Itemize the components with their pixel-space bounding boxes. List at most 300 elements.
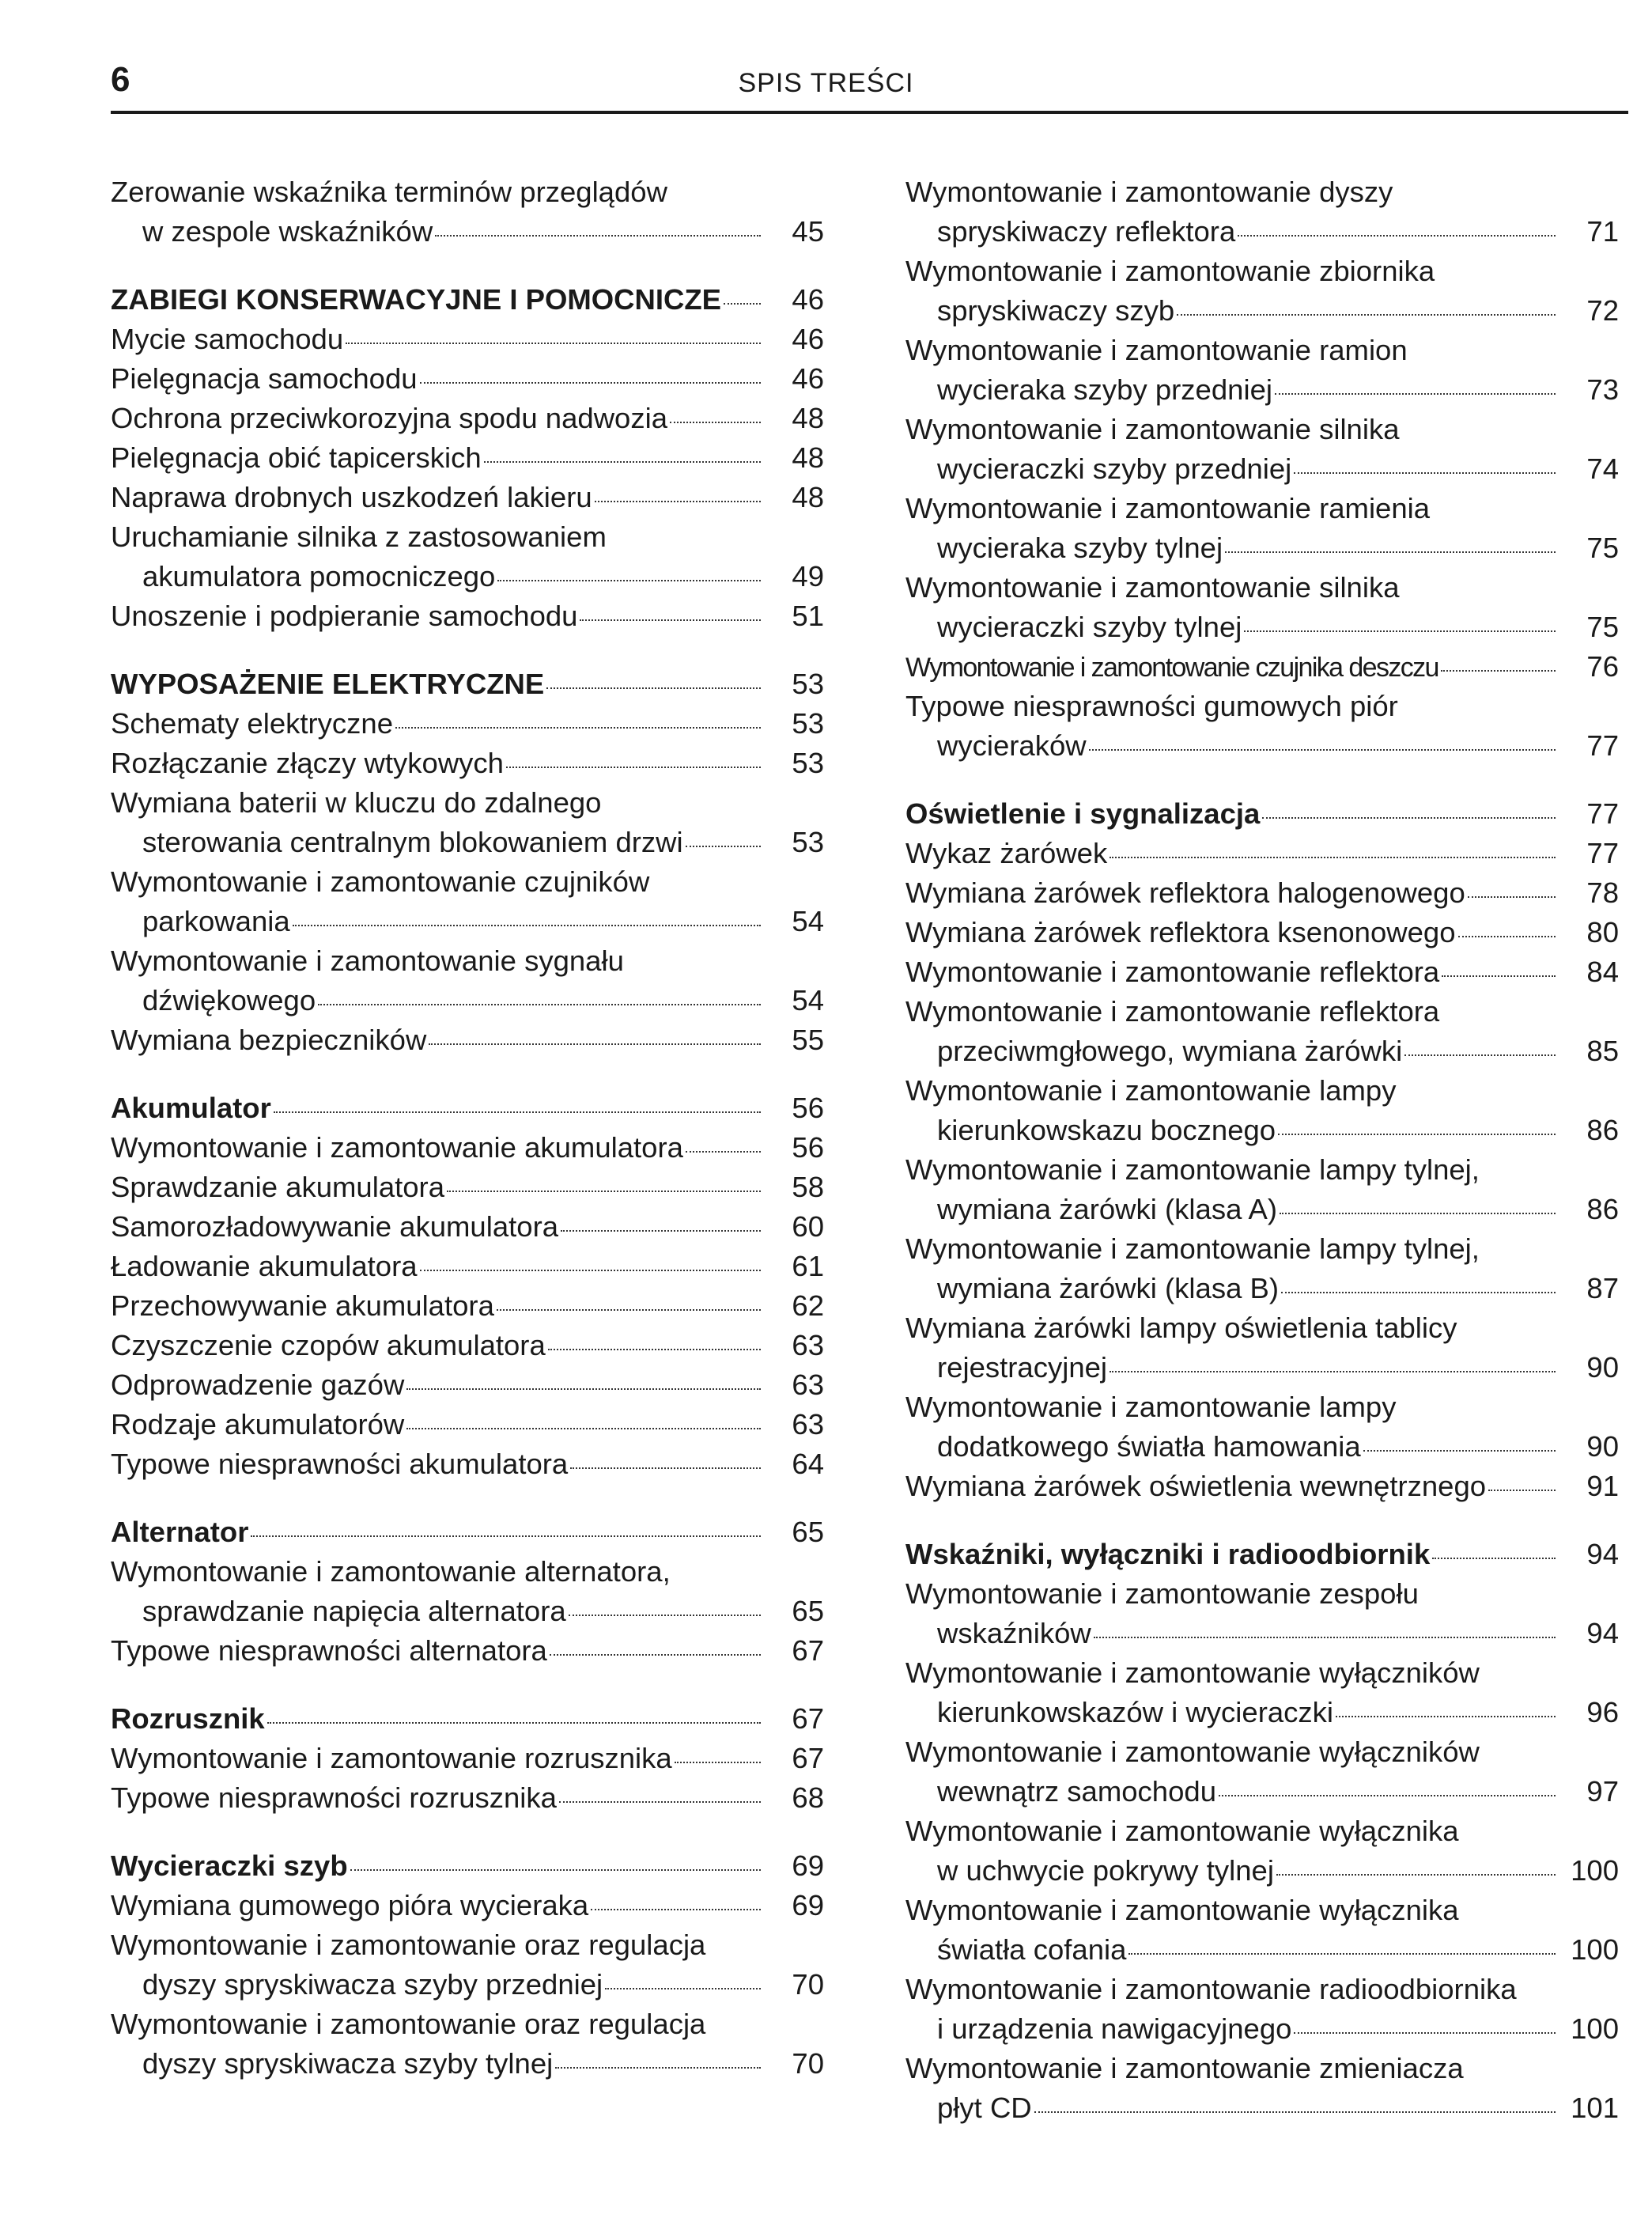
- entry-title: wewnątrz samochodu: [937, 1775, 1217, 1808]
- entry-title: parkowania: [142, 905, 290, 937]
- dot-leader: [1281, 1292, 1556, 1293]
- dot-leader: [1262, 817, 1556, 819]
- entry-title: sterowania centralnym blokowaniem drzwi: [142, 826, 683, 858]
- dot-leader: [1458, 936, 1556, 937]
- toc-entry-last-line: [905, 212, 1619, 252]
- toc-entry-line: Wymontowanie i zamontowanie zmieniacza: [905, 2052, 1464, 2084]
- entry-title: Schematy elektryczne: [111, 707, 394, 740]
- toc-entry-line: Wymontowanie i zamontowanie ramienia: [905, 492, 1431, 524]
- section-title: Alternator: [111, 1516, 249, 1548]
- page-ref: 62: [792, 1289, 824, 1322]
- toc-entry-last-line: [111, 1247, 824, 1286]
- dot-leader: [569, 1615, 761, 1616]
- toc-entry-last-line: [905, 1269, 1619, 1308]
- header-rule: [111, 111, 1628, 114]
- toc-entry: [905, 952, 1619, 992]
- toc-entry-last-line: [111, 1631, 824, 1671]
- toc-entry-line: Wymiana żarówki lampy oświetlenia tablicy: [905, 1312, 1457, 1344]
- entry-title: dodatkowego światła hamowania: [937, 1430, 1361, 1463]
- entry-title: Typowe niesprawności rozrusznika: [111, 1781, 557, 1814]
- toc-entry-last-line: [905, 1427, 1619, 1467]
- page-ref: 94: [1586, 1538, 1619, 1570]
- toc-entry: [905, 1071, 1619, 1150]
- toc-entry-last-line: [111, 1326, 824, 1365]
- page-ref: 78: [1586, 876, 1619, 909]
- toc-entry-last-line: [111, 1168, 824, 1207]
- page-ref: 61: [792, 1250, 824, 1282]
- page-ref: 74: [1586, 452, 1619, 485]
- toc-entry-last-line: [111, 438, 824, 478]
- dot-leader: [686, 846, 761, 847]
- page-ref: 100: [1571, 1933, 1619, 1966]
- dot-leader: [1488, 1490, 1556, 1491]
- page-ref: 68: [792, 1781, 824, 1814]
- page-ref: 76: [1586, 650, 1619, 683]
- toc-entry: [905, 1732, 1619, 1811]
- toc-entry-line: Wymontowanie i zamontowanie lampy tylnej,: [905, 1153, 1480, 1186]
- page-ref: 90: [1586, 1351, 1619, 1384]
- dot-leader: [555, 2067, 761, 2069]
- toc-entry: [111, 1631, 824, 1671]
- dot-leader: [1219, 1795, 1556, 1796]
- dot-leader: [686, 1151, 761, 1153]
- toc-entry: [905, 1653, 1619, 1732]
- toc-entry-last-line: [905, 528, 1619, 568]
- page-ref: 63: [792, 1369, 824, 1401]
- page-ref: 97: [1586, 1775, 1619, 1808]
- section-title: WYPOSAŻENIE ELEKTRYCZNE: [111, 668, 545, 700]
- entry-title: rejestracyjnej: [937, 1351, 1108, 1384]
- toc-entry-last-line: [905, 834, 1619, 873]
- page-ref: 48: [792, 441, 824, 474]
- toc-entry: [111, 359, 824, 399]
- page-ref: 67: [792, 1742, 824, 1774]
- toc-entry: [905, 1308, 1619, 1387]
- dot-leader: [1294, 2032, 1556, 2034]
- page-ref: 46: [792, 283, 824, 316]
- toc-entry-line: Wymontowanie i zamontowanie ramion: [905, 334, 1408, 366]
- toc-entry-last-line: [111, 1444, 824, 1484]
- toc-entry-line: Wymontowanie i zamontowanie alternatora,: [111, 1555, 671, 1588]
- section-title: Oświetlenie i sygnalizacja: [905, 797, 1261, 830]
- toc-entry: [111, 517, 824, 596]
- toc-entry: [111, 1020, 824, 1060]
- toc-entry-last-line: [111, 1886, 824, 1925]
- entry-title: wycieraka szyby przedniej: [937, 373, 1272, 406]
- page-ref: 96: [1586, 1696, 1619, 1728]
- toc-entry-last-line: [111, 399, 824, 438]
- page-ref: 56: [792, 1092, 824, 1124]
- page-ref: 86: [1586, 1193, 1619, 1225]
- section-title: Wskaźniki, wyłączniki i radioodbiornik: [905, 1538, 1431, 1570]
- page-ref: 90: [1586, 1430, 1619, 1463]
- page-ref: 65: [792, 1595, 824, 1627]
- entry-title: w uchwycie pokrywy tylnej: [937, 1854, 1274, 1887]
- page-ref: 70: [792, 1968, 824, 2001]
- toc-entry: [111, 596, 824, 636]
- page-ref: 64: [792, 1448, 824, 1480]
- dot-leader: [1404, 1054, 1556, 1056]
- toc-entry-last-line: [905, 1190, 1619, 1229]
- page-ref: 69: [792, 1849, 824, 1882]
- page-ref: 55: [792, 1024, 824, 1056]
- toc-section-heading: [111, 1088, 824, 1128]
- entry-title: Wymontowanie i zamontowanie rozrusznika: [111, 1742, 672, 1774]
- toc-entry-last-line: [905, 2088, 1619, 2128]
- entry-title: Wymontowanie i zamontowanie akumulatora: [111, 1131, 683, 1164]
- entry-title: dźwiękowego: [142, 984, 316, 1016]
- dot-leader: [267, 1722, 761, 1724]
- page-ref: 63: [792, 1408, 824, 1440]
- toc-entry: [111, 1128, 824, 1168]
- entry-title: Wykaz żarówek: [905, 837, 1108, 869]
- page-ref: 54: [792, 984, 824, 1016]
- page-ref: 94: [1586, 1617, 1619, 1649]
- toc-entry: [111, 1405, 824, 1444]
- entry-title: Wymiana gumowego pióra wycieraka: [111, 1889, 589, 1921]
- page-ref: 69: [792, 1889, 824, 1921]
- toc-entry-last-line: [111, 596, 824, 636]
- dot-leader: [497, 580, 761, 581]
- toc-entry-last-line: [111, 1965, 824, 2005]
- page-ref: 91: [1586, 1470, 1619, 1502]
- toc-section-heading: [905, 1535, 1619, 1574]
- entry-title: w zespole wskaźników: [142, 215, 433, 248]
- entry-title: Pielęgnacja samochodu: [111, 362, 418, 395]
- dot-leader: [1336, 1716, 1556, 1717]
- toc-entry-last-line: [905, 1930, 1619, 1970]
- page-ref: 70: [792, 2047, 824, 2080]
- dot-leader: [497, 1309, 761, 1311]
- toc-entry-last-line: [111, 1020, 824, 1060]
- toc-entry-last-line: [111, 1207, 824, 1247]
- toc-entry: [905, 252, 1619, 331]
- toc-entry-line: Wymontowanie i zamontowanie wyłącznika: [905, 1894, 1459, 1926]
- dot-leader: [395, 727, 761, 729]
- toc-section-heading: [905, 794, 1619, 834]
- toc-entry: [905, 1387, 1619, 1467]
- toc-entry-line: Uruchamianie silnika z zastosowaniem: [111, 521, 607, 553]
- toc-entry: [905, 647, 1619, 687]
- entry-title: spryskiwaczy reflektora: [937, 215, 1236, 248]
- toc-entry-last-line: [905, 794, 1619, 834]
- toc-entry: [905, 1811, 1619, 1891]
- page-ref: 54: [792, 905, 824, 937]
- toc-entry-last-line: [111, 359, 824, 399]
- dot-leader: [1280, 1213, 1556, 1214]
- page-ref: 46: [792, 362, 824, 395]
- toc-entry-last-line: [905, 913, 1619, 952]
- toc-entry-line: Wymontowanie i zamontowanie radioodbiornika: [905, 1973, 1517, 2005]
- dot-leader: [1294, 472, 1556, 474]
- entry-title: światła cofania: [937, 1933, 1127, 1966]
- dot-leader: [548, 1349, 761, 1350]
- entry-title: Przechowywanie akumulatora: [111, 1289, 494, 1322]
- toc-entry: [111, 1739, 824, 1778]
- entry-title: Ładowanie akumulatora: [111, 1250, 418, 1282]
- dot-leader: [595, 501, 761, 502]
- dot-leader: [420, 382, 761, 384]
- entry-title: spryskiwaczy szyb: [937, 294, 1175, 327]
- toc-entry-line: Wymontowanie i zamontowanie wyłączników: [905, 1656, 1480, 1689]
- page-ref: 48: [792, 481, 824, 513]
- page-ref: 75: [1586, 611, 1619, 643]
- page-ref: 72: [1586, 294, 1619, 327]
- toc-entry-last-line: [111, 478, 824, 517]
- toc-entry-line: Wymontowanie i zamontowanie reflektora: [905, 995, 1440, 1028]
- entry-title: Wymiana bezpieczników: [111, 1024, 427, 1056]
- page-ref: 48: [792, 402, 824, 434]
- toc-entry-last-line: [111, 1286, 824, 1326]
- entry-title: dyszy spryskiwacza szyby tylnej: [142, 2047, 554, 2080]
- toc-entry-last-line: [905, 647, 1619, 687]
- toc-entry-line: Wymontowanie i zamontowanie silnika: [905, 413, 1400, 445]
- toc-entry-last-line: [905, 449, 1619, 489]
- dot-leader: [1441, 670, 1556, 672]
- toc-entry-last-line: [111, 902, 824, 941]
- toc-section-heading: [111, 664, 824, 704]
- toc-entry: [111, 1207, 824, 1247]
- page-ref: 100: [1571, 1854, 1619, 1887]
- entry-title: wycieraków: [937, 729, 1087, 762]
- toc-entry-line: Wymontowanie i zamontowanie lampy: [905, 1391, 1397, 1423]
- toc-entry-line: Wymiana baterii w kluczu do zdalnego: [111, 786, 602, 819]
- dot-leader: [1225, 551, 1556, 553]
- toc-entry: [905, 873, 1619, 913]
- page-ref: 46: [792, 323, 824, 355]
- page-ref: 53: [792, 668, 824, 700]
- toc-entry-last-line: [111, 557, 824, 596]
- dot-leader: [1442, 975, 1556, 977]
- page-ref: 73: [1586, 373, 1619, 406]
- toc-entry: [111, 1444, 824, 1484]
- page-ref: 56: [792, 1131, 824, 1164]
- toc-entry: [111, 783, 824, 862]
- entry-title: Mycie samochodu: [111, 323, 344, 355]
- toc-entry: [905, 1229, 1619, 1308]
- dot-leader: [1244, 630, 1556, 632]
- toc-entry-last-line: [905, 1851, 1619, 1891]
- toc-entry-last-line: [111, 1699, 824, 1739]
- entry-title: wycieraka szyby tylnej: [937, 532, 1223, 564]
- toc-entry: [905, 1150, 1619, 1229]
- dot-leader: [1128, 1953, 1556, 1955]
- toc-entry-last-line: [111, 2044, 824, 2084]
- entry-title: Unoszenie i podpieranie samochodu: [111, 600, 578, 632]
- toc-entry: [111, 1925, 824, 2005]
- toc-entry: [905, 331, 1619, 410]
- entry-title: Wymiana żarówek reflektora halogenowego: [905, 876, 1465, 909]
- dot-leader: [1275, 393, 1556, 395]
- toc-entry: [905, 1467, 1619, 1506]
- toc-entry-last-line: [905, 1032, 1619, 1071]
- toc-entry-line: Wymontowanie i zamontowanie lampy tylnej,: [905, 1232, 1480, 1265]
- toc-entry: [905, 687, 1619, 766]
- toc-entry-last-line: [111, 1846, 824, 1886]
- toc-entry: [905, 992, 1619, 1071]
- toc-entry-last-line: [905, 370, 1619, 410]
- toc-entry-last-line: [111, 1739, 824, 1778]
- toc-entry-line: Wymontowanie i zamontowanie oraz regulacja: [111, 1929, 706, 1961]
- dot-leader: [724, 303, 761, 305]
- toc-entry: [905, 834, 1619, 873]
- toc-entry: [111, 2005, 824, 2084]
- page-ref: 45: [792, 215, 824, 248]
- toc-entry: [111, 941, 824, 1020]
- entry-title: Sprawdzanie akumulatora: [111, 1171, 445, 1203]
- dot-leader: [293, 925, 761, 926]
- toc-entry: [905, 172, 1619, 252]
- toc-entry-last-line: [111, 1365, 824, 1405]
- entry-title: Typowe niesprawności akumulatora: [111, 1448, 569, 1480]
- toc-entry: [111, 744, 824, 783]
- dot-leader: [1363, 1450, 1556, 1452]
- page-ref: 101: [1571, 2092, 1619, 2124]
- dot-leader: [506, 767, 761, 768]
- toc-entry: [905, 1891, 1619, 1970]
- toc-entry-last-line: [111, 1405, 824, 1444]
- dot-leader: [570, 1467, 761, 1469]
- entry-title: przeciwmgłowego, wymiana żarówki: [937, 1035, 1403, 1067]
- dot-leader: [605, 1988, 761, 1989]
- toc-entry-last-line: [905, 1111, 1619, 1150]
- toc-entry: [905, 913, 1619, 952]
- toc-entry-line: Wymontowanie i zamontowanie sygnału: [111, 945, 624, 977]
- page-ref: 77: [1586, 729, 1619, 762]
- toc-entry-last-line: [111, 823, 824, 862]
- page-ref: 71: [1586, 215, 1619, 248]
- toc-entry-line: Wymontowanie i zamontowanie zespołu: [905, 1577, 1419, 1610]
- dot-leader: [675, 1762, 761, 1763]
- page-ref: 80: [1586, 916, 1619, 948]
- toc-entry: [905, 568, 1619, 647]
- dot-leader: [1110, 1371, 1556, 1372]
- page-ref: 53: [792, 747, 824, 779]
- toc-entry-last-line: [111, 664, 824, 704]
- toc-entry-last-line: [905, 1467, 1619, 1506]
- toc-section-heading: [111, 1699, 824, 1739]
- toc-entry: [111, 1168, 824, 1207]
- toc-entry: [111, 1286, 824, 1326]
- toc-entry-last-line: [111, 1512, 824, 1552]
- dot-leader: [1276, 1874, 1556, 1876]
- entry-title: kierunkowskazu bocznego: [937, 1114, 1276, 1146]
- toc-entry: [905, 1970, 1619, 2049]
- dot-leader: [420, 1270, 761, 1271]
- toc-entry: [111, 478, 824, 517]
- toc-entry-last-line: [905, 726, 1619, 766]
- toc-entry: [111, 1326, 824, 1365]
- toc-entry-last-line: [111, 212, 824, 252]
- dot-leader: [546, 687, 761, 689]
- dot-leader: [1094, 1637, 1556, 1638]
- entry-title: Wymiana żarówek oświetlenia wewnętrznego: [905, 1470, 1487, 1502]
- entry-title: Rodzaje akumulatorów: [111, 1408, 405, 1440]
- dot-leader: [670, 422, 761, 423]
- entry-title: sprawdzanie napięcia alternatora: [142, 1595, 566, 1627]
- entry-title: Wymontowanie i zamontowanie reflektora: [905, 956, 1440, 988]
- toc-entry-line: Wymontowanie i zamontowanie wyłącznika: [905, 1815, 1459, 1847]
- toc-entry: [111, 399, 824, 438]
- toc-entry: [111, 1886, 824, 1925]
- dot-leader: [559, 1801, 761, 1803]
- dot-leader: [447, 1191, 761, 1192]
- dot-leader: [580, 619, 761, 621]
- toc-entry-line: Wymontowanie i zamontowanie zbiornika: [905, 255, 1435, 287]
- toc-entry: [111, 862, 824, 941]
- dot-leader: [429, 1043, 761, 1045]
- dot-leader: [550, 1654, 761, 1656]
- dot-leader: [1089, 749, 1556, 751]
- entry-title: Samorozładowywanie akumulatora: [111, 1210, 559, 1243]
- dot-leader: [1432, 1558, 1556, 1559]
- toc-entry-line: Wymontowanie i zamontowanie lampy: [905, 1074, 1397, 1107]
- entry-title: Wymiana żarówek reflektora ksenonowego: [905, 916, 1456, 948]
- page-ref: 53: [792, 707, 824, 740]
- toc-entry: [111, 1778, 824, 1818]
- toc-entry-last-line: [111, 1128, 824, 1168]
- toc-entry-last-line: [111, 1088, 824, 1128]
- toc-entry-last-line: [905, 1348, 1619, 1387]
- entry-title: wycieraczki szyby przedniej: [937, 452, 1292, 485]
- entry-title: Ochrona przeciwkorozyjna spodu nadwozia: [111, 402, 668, 434]
- dot-leader: [591, 1909, 761, 1910]
- entry-title: dyszy spryskiwacza szyby przedniej: [142, 1968, 603, 2001]
- entry-title: Odprowadzenie gazów: [111, 1369, 405, 1401]
- toc-entry: [905, 410, 1619, 489]
- toc-entry-last-line: [111, 704, 824, 744]
- toc-section-heading: [111, 1512, 824, 1552]
- toc-entry-last-line: [905, 1614, 1619, 1653]
- dot-leader: [406, 1388, 761, 1390]
- entry-title: kierunkowskazów i wycieraczki: [937, 1696, 1334, 1728]
- toc-entry-last-line: [111, 981, 824, 1020]
- dot-leader: [350, 1869, 761, 1871]
- toc-left-column: [111, 172, 824, 2084]
- page-ref: 51: [792, 600, 824, 632]
- toc-entry: [111, 1552, 824, 1631]
- running-header: SPIS TREŚCI: [738, 68, 914, 98]
- page-ref: 77: [1586, 837, 1619, 869]
- toc-entry: [111, 704, 824, 744]
- entry-title: płyt CD: [937, 2092, 1032, 2124]
- page-ref: 86: [1586, 1114, 1619, 1146]
- page-ref: 67: [792, 1702, 824, 1735]
- toc-entry-last-line: [905, 2009, 1619, 2049]
- toc-right-column: [905, 172, 1619, 2128]
- page-ref: 60: [792, 1210, 824, 1243]
- dot-leader: [274, 1111, 761, 1113]
- dot-leader: [1238, 235, 1556, 237]
- dot-leader: [1468, 896, 1556, 898]
- toc-section-heading: [111, 280, 824, 320]
- entry-title: Pielęgnacja obić tapicerskich: [111, 441, 482, 474]
- entry-title: Naprawa drobnych uszkodzeń lakieru: [111, 481, 592, 513]
- toc-entry: [111, 1365, 824, 1405]
- toc-entry-last-line: [111, 1778, 824, 1818]
- toc-entry: [905, 489, 1619, 568]
- toc-entry: [111, 172, 824, 252]
- toc-section-heading: [111, 1846, 824, 1886]
- entry-title: Wymontowanie i zamontowanie czujnika deszczu: [905, 653, 1438, 683]
- page-ref: 85: [1586, 1035, 1619, 1067]
- toc-entry-last-line: [111, 744, 824, 783]
- toc-entry-last-line: [905, 291, 1619, 331]
- toc-entry-line: Zerowanie wskaźnika terminów przeglądów: [111, 176, 667, 208]
- entry-title: wycieraczki szyby tylnej: [937, 611, 1242, 643]
- dot-leader: [318, 1004, 761, 1005]
- entry-title: wskaźników: [937, 1617, 1091, 1649]
